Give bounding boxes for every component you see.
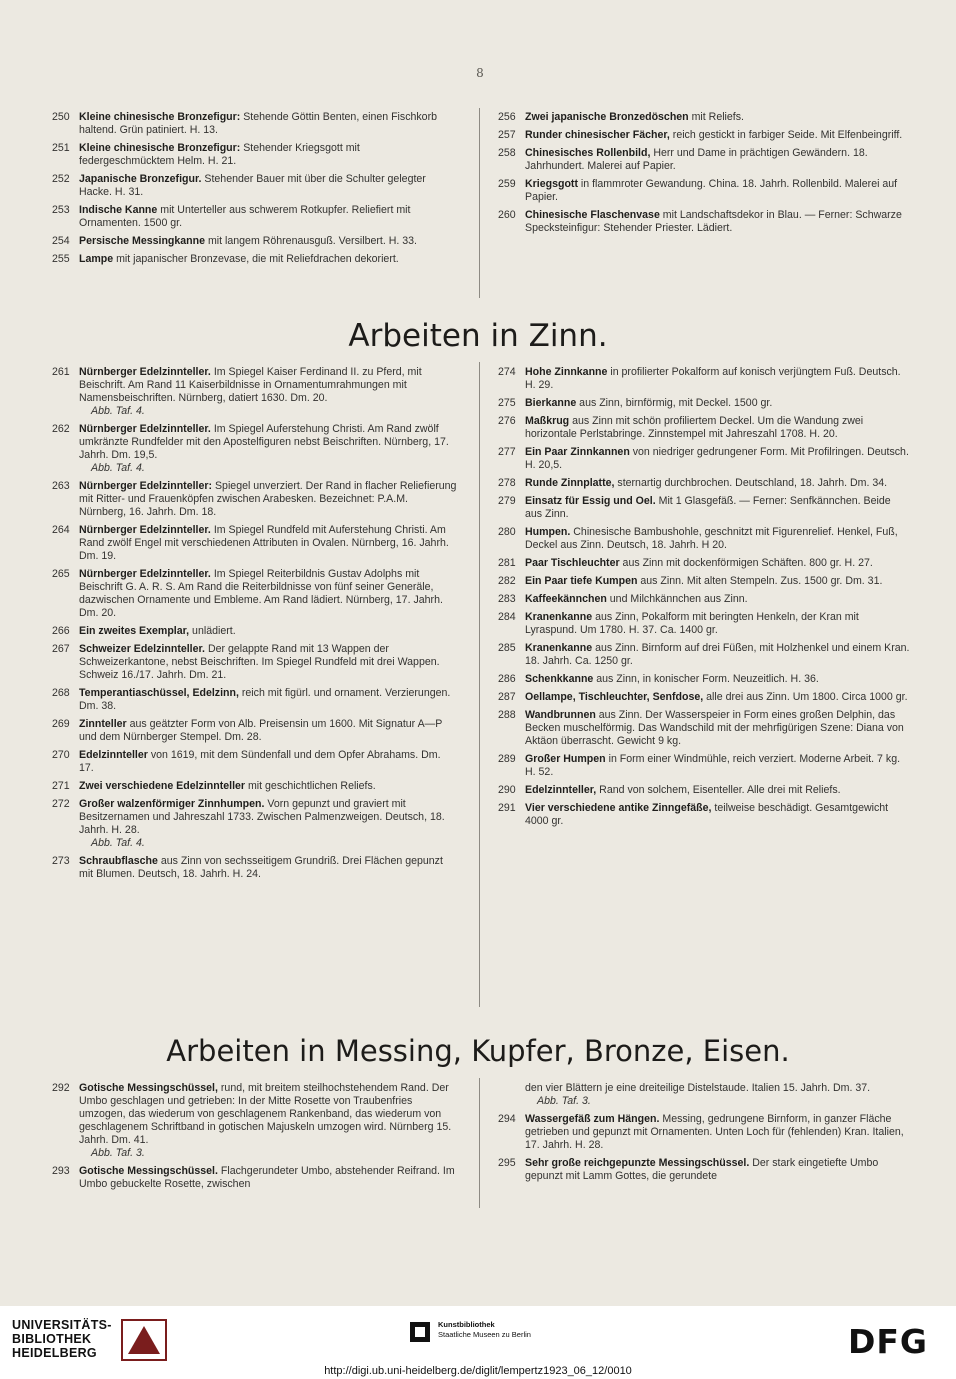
entry-number: 278 [498,477,516,489]
column-divider [479,362,480,1007]
entry-title: Gotische Messingschüssel. [79,1165,218,1177]
entry-number: 290 [498,784,516,796]
entry-number: 261 [52,366,70,378]
entry-number: 264 [52,524,70,536]
source-url[interactable]: http://digi.ub.uni-heidelberg.de/diglit/lempertz1923_06_12/0010 [324,1365,632,1377]
catalog-entry [52,423,457,475]
catalog-entry [52,1165,457,1191]
entry-text: Stehender Kriegsgott mit federgeschmücktem Helm. H. 21. [79,142,360,167]
messing-right-column [498,1082,910,1188]
entry-title: Oellampe, Tischleuchter, Senfdose, [525,691,704,703]
catalog-entry [52,798,457,850]
entry-title: Chinesisches Rollenbild, [525,147,651,159]
catalog-entry [498,642,910,668]
entry-title: Lampe [79,253,114,265]
entry-text: reich gestickt in farbiger Seide. Mit Elfenbeingriff. [669,129,903,141]
entry-number: 262 [52,423,70,435]
entry-number: 253 [52,204,70,216]
entry-number: 271 [52,780,70,792]
entry-text: den vier Blättern je eine dreiteilige Distelstaude. Italien 15. Jahrh. Dm. 37. [525,1082,871,1094]
catalog-entry [498,366,910,392]
entry-text: aus Zinn, Pokalform mit beringten Henkeln, der Kran mit Lyraspund. Um 1780. H. 37. Ca. 1400 gr. [525,611,859,636]
entry-number: 282 [498,575,516,587]
entry-title: Ein zweites Exemplar, [79,625,190,637]
entry-title: Persische Messingkanne [79,235,206,247]
entry-number: 267 [52,643,70,655]
top-left-column [52,111,457,271]
entry-text: Stehende Göttin Benten, einen Fischkorb haltend. Grün patiniert. H. 13. [79,111,437,136]
catalog-entry [52,687,457,713]
catalog-entry [498,575,910,588]
dfg-logo[interactable]: DFG [848,1322,929,1361]
entry-title: Maßkrug [525,415,570,427]
entry-number: 288 [498,709,516,721]
entry-title: Wandbrunnen [525,709,596,721]
catalog-entry [498,557,910,570]
catalog-entry [498,111,910,124]
entry-text: Flachgerundeter Umbo, abstehender Reifrand. Im Umbo gebuckelte Rosette, zwischen [79,1165,455,1190]
entry-text: aus Zinn. Birnform auf drei Füßen, mit Holzhenkel und einem Kran. 18. Jahrh. Ca. 1250 gr. [525,642,910,667]
entry-title: Großer walzenförmiger Zinnhumpen. [79,798,265,810]
entry-number: 268 [52,687,70,699]
kunstbibliothek-mark-icon [410,1322,430,1342]
entry-text: Chinesische Bambushohle, geschnitzt mit Figurenrelief. Henkel, Fuß, Deckel aus Zinn. Deutsch, 18. Jahrh. H 20. [525,526,898,551]
entry-title: Nürnberger Edelzinnteller. [79,524,211,536]
entry-title: Zwei verschiedene Edelzinnteller [79,780,246,792]
catalog-entry [52,718,457,744]
catalog-entry [52,142,457,168]
entry-text: Im Spiegel Auferstehung Christi. Am Rand zwölf umkränzte Rundfelder mit den Apostelfiguren nebst Beischriften. Nürnberg, 17. Jahrh. Dm. 19,5. [79,423,449,461]
entry-text: Der stark eingetiefte Umbo gepunzt mit Lamm Gottes, die gerundete [525,1157,879,1182]
university-seal-icon [118,1316,170,1364]
entry-title: Edelzinnteller, [525,784,597,796]
entry-number: 251 [52,142,70,154]
catalog-entry [52,480,457,519]
catalog-entry [498,178,910,204]
entry-title: Bierkanne [525,397,577,409]
catalog-entry [498,673,910,686]
entry-text: Spiegel unverziert. Der Rand in flacher Reliefierung mit Ritter- und Frauenköpfen zwischen Arabesken. Bezeichnet: P.A.M. Nürnberg, 16. Jahrh. Dm. 18. [79,480,457,518]
entry-title: Wassergefäß zum Hängen. [525,1113,660,1125]
entry-text: rund, mit breitem steilhochstehendem Rand. Der Umbo geschlagen und getrieben: In der Mitte Rosette von Traubenfries umzogen, das wiederum von geschlagenem Rankenband, das wiederum von geschlagenem Schriftband in gotischen Majuskeln umzogen wird. Nürnberg 15. Jahrh. Dm. 41. [79,1082,452,1146]
catalog-entry [498,209,910,235]
entry-title: Japanische Bronzefigur. [79,173,202,185]
entry-text: alle drei aus Zinn. Um 1800. Circa 1000 gr. [703,691,908,703]
entry-text: Stehender Bauer mit über die Schulter gelegter Hacke. H. 31. [79,173,426,198]
catalog-entry [498,397,910,410]
zinn-right-column [498,366,910,833]
entry-text: von niedriger gedrungener Form. Mit Profilringen. Deutsch. H. 20,5. [525,446,909,471]
catalog-entry [52,625,457,638]
entry-number: 256 [498,111,516,123]
entry-number: 266 [52,625,70,637]
entry-number: 272 [52,798,70,810]
catalog-entry [498,802,910,828]
catalog-entry [498,477,910,490]
entry-title: Schenkkanne [525,673,594,685]
entry-text: mit geschichtlichen Reliefs. [245,780,376,792]
entry-reference: Abb. Taf. 4. [91,837,145,849]
entry-number: 252 [52,173,70,185]
entry-text: mit Landschaftsdekor in Blau. — Ferner: Schwarze Specksteinfigur: Stehender Priester. Lädiert. [525,209,902,234]
entry-number: 260 [498,209,516,221]
entry-number: 265 [52,568,70,580]
entry-text: und Milchkännchen aus Zinn. [606,593,748,605]
entry-number: 285 [498,642,516,654]
catalog-entry [498,709,910,748]
entry-title: Nürnberger Edelzinnteller. [79,423,211,435]
entry-title: Einsatz für Essig und Oel. [525,495,656,507]
entry-number: 255 [52,253,70,265]
entry-title: Zinnteller [79,718,127,730]
entry-text: Messing, gedrungene Birnform, in ganzer Fläche getrieben und gepunzt mit Ornamenten. Unten Loch für (fehlenden) Kran. Italien, 17. Jahrh. H. 28. [525,1113,904,1151]
entry-text: in flammroter Gewandung. China. 18. Jahrh. Rollenbild. Malerei auf Papier. [525,178,898,203]
entry-reference: Abb. Taf. 3. [91,1147,145,1159]
messing-left-column [52,1082,457,1196]
entry-number: 276 [498,415,516,427]
entry-text: aus Zinn. Mit alten Stempeln. Zus. 1500 gr. Dm. 31. [637,575,883,587]
entry-number: 275 [498,397,516,409]
catalog-entry [52,253,457,266]
uni-logo-line: BIBLIOTHEK [12,1332,92,1346]
entry-title: Paar Tischleuchter [525,557,620,569]
entry-reference: Abb. Taf. 4. [91,462,145,474]
entry-text: mit Reliefs. [688,111,744,123]
entry-title: Chinesische Flaschenvase [525,209,660,221]
entry-number: 254 [52,235,70,247]
entry-title: Zwei japanische Bronzedöschen [525,111,689,123]
entry-reference: Abb. Taf. 3. [537,1095,591,1107]
entry-text: mit langem Röhrenausguß. Versilbert. H. 33. [205,235,417,247]
entry-reference: Abb. Taf. 4. [91,405,145,417]
entry-text: Im Spiegel Kaiser Ferdinand II. zu Pferd, mit Beischrift. Am Rand 11 Kaiserbildnisse in Ornamentumrahmungen mit Namensbeischriften. Nürnberg, datiert 1630. Dm. 20. [79,366,422,404]
entry-text: Mit 1 Glasgefäß. — Ferner: Senfkännchen. Beide aus Zinn. [525,495,891,520]
catalog-entry [498,784,910,797]
catalog-entry [52,749,457,775]
entry-number: 287 [498,691,516,703]
entry-number: 292 [52,1082,70,1094]
entry-text: aus Zinn, in konischer Form. Neuzeitlich. H. 36. [593,673,819,685]
uni-logo-line: HEIDELBERG [12,1346,97,1360]
catalog-entry [498,593,910,606]
entry-number: 283 [498,593,516,605]
entry-number: 293 [52,1165,70,1177]
entry-title: Kranenkanne [525,611,593,623]
entry-number: 289 [498,753,516,765]
section-heading-zinn: Arbeiten in Zinn. [348,318,608,354]
footer [0,1306,956,1379]
catalog-entry [52,568,457,620]
catalog-entry [52,855,457,881]
entry-title: Kriegsgott [525,178,578,190]
catalog-entry [52,235,457,248]
catalog-entry [52,204,457,230]
entry-text: aus Zinn mit schön profiliertem Deckel. Um die Wandung zwei horizontale Perlstabringe. Zinnstempel mit Jahreszahl 1708. H. 20. [525,415,864,440]
entry-number: 291 [498,802,516,814]
entry-title: Hohe Zinnkanne [525,366,608,378]
entry-title: Ein Paar tiefe Kumpen [525,575,638,587]
entry-title: Kleine chinesische Bronzefigur: [79,142,241,154]
page-number: 8 [476,66,484,80]
kunstbibliothek-logo[interactable] [410,1320,531,1340]
uni-logo-line: UNIVERSITÄTS- [12,1318,112,1332]
entry-title: Vier verschiedene antike Zinngefäße, [525,802,712,814]
catalog-entry-continuation [498,1082,910,1108]
section-heading-messing: Arbeiten in Messing, Kupfer, Bronze, Eisen. [166,1034,790,1068]
entry-text: aus Zinn. Der Wasserspeier in Form eines großen Delphin, das Becken muschelförmig. Das Wandschild mit der mehrfigürigen Szene: Diana von Aktäon überrascht. Gewicht 9 kg. [525,709,904,747]
catalog-entry [498,611,910,637]
entry-text: in Form einer Windmühle, reich verziert. Moderne Arbeit. 7 kg. H. 52. [525,753,901,778]
entry-title: Großer Humpen [525,753,606,765]
entry-title: Nürnberger Edelzinnteller: [79,480,213,492]
top-right-column [498,111,910,240]
entry-text: unlädiert. [189,625,236,637]
catalog-entry [498,526,910,552]
catalog-entry [498,129,910,142]
entry-text: Im Spiegel Rundfeld mit Auferstehung Christi. Am Rand zwölf Engel mit verschiedenen Attributen in Ovalen. Nürnberg, 16. Jahrh. Dm. 19. [79,524,449,562]
kb-name: Kunstbibliothek [438,1320,495,1329]
entry-title: Nürnberger Edelzinnteller. [79,366,211,378]
column-divider [479,108,480,298]
entry-number: 270 [52,749,70,761]
entry-text: aus Zinn mit dockenförmigen Schäften. 800 gr. H. 27. [619,557,873,569]
catalog-entry [498,415,910,441]
entry-title: Indische Kanne [79,204,158,216]
entry-text: reich mit figürl. und ornament. Verzierungen. Dm. 38. [79,687,451,712]
entry-title: Ein Paar Zinnkannen [525,446,630,458]
catalog-entry [52,366,457,418]
entry-title: Schweizer Edelzinnteller. [79,643,205,655]
entry-number: 250 [52,111,70,123]
entry-text: mit Unterteller aus schwerem Rotkupfer. Reliefiert mit Ornamenten. 1500 gr. [79,204,411,229]
entry-text: Herr und Dame in prächtigen Gewändern. 18. Jahrhundert. Malerei auf Papier. [525,147,868,172]
entry-number: 269 [52,718,70,730]
catalog-entry [498,753,910,779]
entry-title: Runder chinesischer Fächer, [525,129,670,141]
entry-number: 259 [498,178,516,190]
catalog-entry [498,147,910,173]
entry-title: Kranenkanne [525,642,593,654]
catalog-entry [52,111,457,137]
kb-subtitle: Staatliche Museen zu Berlin [438,1330,531,1339]
entry-number: 257 [498,129,516,141]
entry-title: Gotische Messingschüssel, [79,1082,218,1094]
entry-text: von 1619, mit dem Sündenfall und dem Opfer Abrahams. Dm. 17. [79,749,441,774]
entry-text: Der gelappte Rand mit 13 Wappen der Schweizerkantone, nebst Beischriften. Im Spiegel Rundfeld mit drei Wappen. Schweiz 16./17. Jahrh. Dm. 21. [79,643,440,681]
column-divider [479,1078,480,1208]
catalog-entry [498,1157,910,1183]
catalog-entry [52,643,457,682]
entry-text: aus Zinn, birnförmig, mit Deckel. 1500 gr. [576,397,773,409]
entry-number: 294 [498,1113,516,1125]
entry-title: Kaffeekännchen [525,593,607,605]
entry-title: Nürnberger Edelzinnteller. [79,568,211,580]
entry-number: 279 [498,495,516,507]
catalog-entry [498,1113,910,1152]
entry-title: Temperantiaschüssel, Edelzinn, [79,687,239,699]
entry-number: 258 [498,147,516,159]
entry-number: 281 [498,557,516,569]
entry-text: aus geätzter Form von Alb. Preisensin um 1600. Mit Signatur A—P und dem Nürnberger Stempel. Dm. 28. [79,718,443,743]
entry-text: aus Zinn von sechsseitigem Grundriß. Drei Flächen gepunzt mit Blumen. Deutsch, 18. Jahrh. H. 24. [79,855,443,880]
entry-text: in profilierter Pokalform auf konisch verjüngtem Fuß. Deutsch. H. 29. [525,366,901,391]
catalog-entry [498,495,910,521]
catalog-entry [498,691,910,704]
entry-number: 280 [498,526,516,538]
entry-text: Im Spiegel Reiterbildnis Gustav Adolphs mit Beischrift G. A. R. S. Am Rand die Reiterbildnisse von fünf seiner Generäle, dazwischen Ornamente und Embleme. Am Rand lädiert. Nürnberg, 17. Jahrh. Dm. 20. [79,568,443,619]
catalog-entry [52,173,457,199]
entry-text: mit japanischer Bronzevase, die mit Reliefdrachen dekoriert. [113,253,399,265]
entry-text: teilweise beschädigt. Gesamtgewicht 4000 gr. [525,802,889,827]
catalog-entry [52,1082,457,1160]
zinn-left-column [52,366,457,886]
entry-text: Rand von solchem, Eisenteller. Alle drei mit Reliefs. [596,784,841,796]
entry-title: Runde Zinnplatte, [525,477,615,489]
entry-number: 263 [52,480,70,492]
catalog-entry [52,780,457,793]
entry-number: 284 [498,611,516,623]
entry-title: Kleine chinesische Bronzefigur: [79,111,241,123]
catalog-entry [498,446,910,472]
entry-number: 277 [498,446,516,458]
entry-number: 295 [498,1157,516,1169]
entry-title: Schraubflasche [79,855,158,867]
entry-number: 274 [498,366,516,378]
entry-text: Vorn gepunzt und graviert mit Besitzernamen und Jahreszahl 1733. Zwischen Palmenzweigen. Deutsch, 18. Jahrh. H. 28. [79,798,445,836]
entry-title: Edelzinnteller [79,749,148,761]
entry-number: 273 [52,855,70,867]
entry-text: sternartig durchbrochen. Deutschland, 18. Jahrh. Dm. 34. [614,477,888,489]
entry-title: Humpen. [525,526,571,538]
entry-number: 286 [498,673,516,685]
catalog-entry [52,524,457,563]
entry-title: Sehr große reichgepunzte Messingschüssel. [525,1157,750,1169]
